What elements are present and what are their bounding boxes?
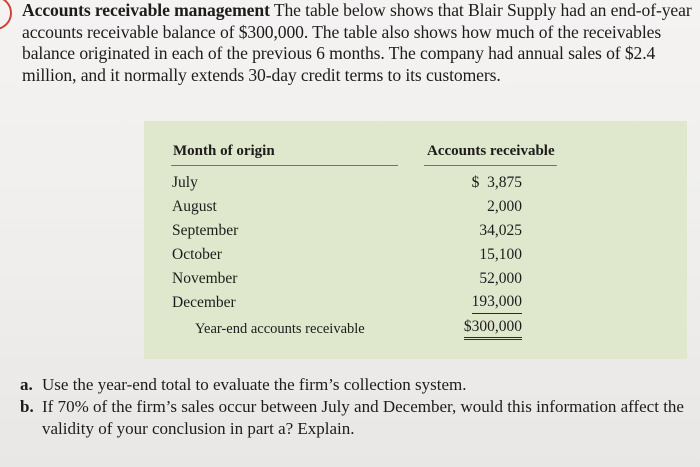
header-rule-month xyxy=(171,165,398,166)
month-cell: December xyxy=(172,294,236,311)
column-header-month: Month of origin xyxy=(173,143,275,159)
month-cell: September xyxy=(172,222,239,239)
question-text: Use the year-end total to evaluate the firm’s collection system. xyxy=(42,375,467,394)
problem-heading: Accounts receivable management xyxy=(22,0,270,20)
amount-cell: 2,000 xyxy=(487,198,522,215)
month-cell: November xyxy=(172,270,238,287)
question-letter: a. xyxy=(20,375,33,394)
total-label: Year-end accounts receivable xyxy=(195,321,365,337)
amount-cell: 15,100 xyxy=(479,246,522,263)
amount-cell: 52,000 xyxy=(479,270,522,287)
amount-cell: 34,025 xyxy=(479,222,522,239)
month-cell: July xyxy=(172,174,198,191)
question-text: If 70% of the firm’s sales occur between July and December, would this information affect the validity of your conclusion in part a? Explain. xyxy=(42,397,684,438)
problem-number-marker xyxy=(0,0,12,30)
total-row xyxy=(144,317,687,341)
question-letter: b. xyxy=(20,397,34,416)
question-list xyxy=(20,374,690,440)
question-item xyxy=(20,396,690,440)
table-row xyxy=(144,267,687,291)
problem-intro-text: The table below shows that Blair Supply had an end-of-year accounts receivable balance of $300,000. The table also shows how much of the receivables balance originated in each of the previous 6 months. The company had annual sales of $2.4 million, and it normally extends 30-day credit terms to its customers. xyxy=(22,0,692,85)
table-row xyxy=(144,171,687,195)
table-row xyxy=(144,291,687,315)
amount-cell: $ 3,875 xyxy=(471,174,522,191)
month-cell: October xyxy=(172,246,222,263)
table-row xyxy=(144,195,687,219)
total-value: $300,000 xyxy=(464,317,522,340)
receivables-table xyxy=(144,121,687,359)
amount-cell: 193,000 xyxy=(472,291,522,314)
question-item xyxy=(20,374,690,396)
table-row xyxy=(144,243,687,267)
table-body xyxy=(144,171,687,315)
month-cell: August xyxy=(172,198,217,215)
header-rule-ar xyxy=(424,165,557,166)
table-row xyxy=(144,219,687,243)
column-header-accounts-receivable: Accounts receivable xyxy=(427,143,555,159)
problem-statement xyxy=(22,0,692,86)
